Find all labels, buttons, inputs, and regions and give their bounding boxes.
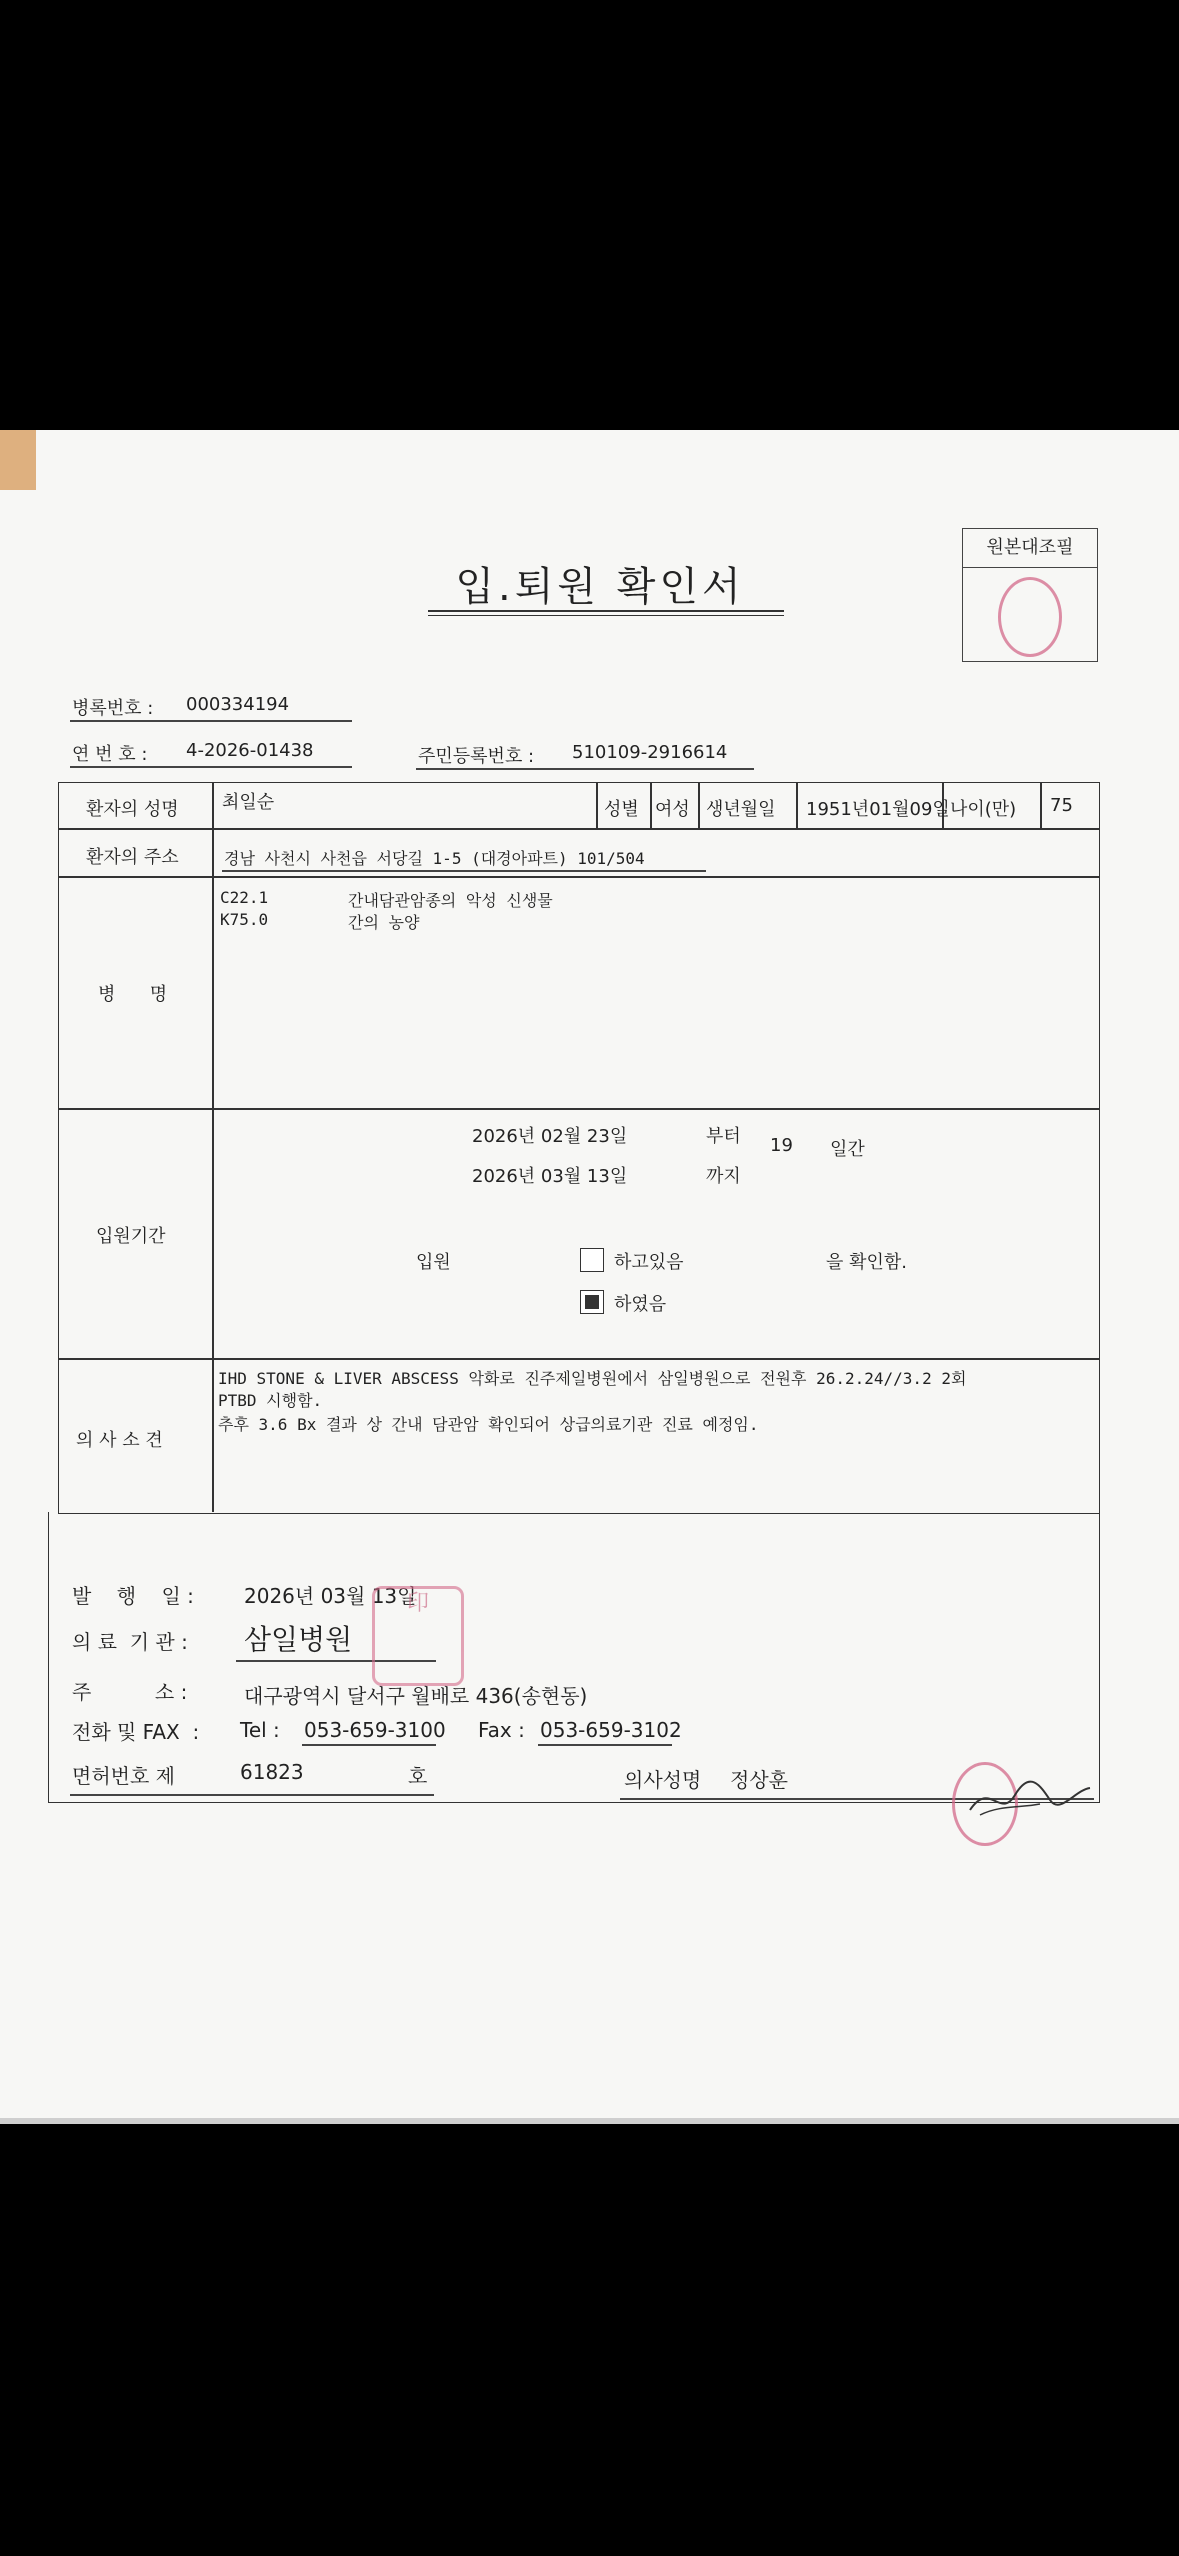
diagnosis-name-1: 간내담관암종의 악성 신생물 bbox=[348, 891, 553, 910]
record-no-value: 000334194 bbox=[186, 694, 290, 715]
from-word: 부터 bbox=[706, 1126, 741, 1147]
tel-underline bbox=[302, 1744, 436, 1746]
checkbox-currently-admitted[interactable] bbox=[580, 1248, 604, 1272]
phone-label: 전화 및 FAX : bbox=[72, 1720, 200, 1744]
address-underline bbox=[222, 870, 706, 872]
original-verified-box bbox=[962, 528, 1098, 662]
fax-label: Fax : bbox=[478, 1718, 525, 1742]
fax-value: 053-659-3102 bbox=[540, 1718, 682, 1742]
license-label: 면허번호 제 bbox=[72, 1764, 175, 1788]
issue-date: 2026년 03월 13일 bbox=[244, 1584, 417, 1608]
address-label-footer: 주 소 : bbox=[72, 1680, 188, 1704]
info-table bbox=[58, 782, 1100, 1514]
address-label: 환자의 주소 bbox=[86, 847, 179, 868]
col-divider bbox=[1040, 782, 1042, 828]
option-current-label: 하고있음 bbox=[614, 1252, 684, 1273]
diagnosis-code-2: K75.0 bbox=[220, 910, 269, 929]
doctor-signature bbox=[960, 1770, 1100, 1830]
age-label: 나이(만) bbox=[950, 799, 1017, 820]
from-date: 2026년 02월 23일 bbox=[472, 1126, 628, 1147]
diagnosis-name-2: 간의 농양 bbox=[348, 913, 420, 932]
tel-value: 053-659-3100 bbox=[304, 1718, 446, 1742]
diagnosis-code-1: C22.1 bbox=[220, 888, 269, 907]
title-underline bbox=[428, 610, 784, 612]
record-no-underline bbox=[70, 720, 352, 722]
license-value: 61823 bbox=[240, 1760, 304, 1784]
opinion-line-2: PTBD 시행함. bbox=[218, 1391, 323, 1410]
serial-no-underline bbox=[70, 766, 352, 768]
doctor-label: 의사성명 bbox=[624, 1768, 702, 1792]
row-divider bbox=[58, 1108, 1100, 1110]
serial-no-value: 4-2026-01438 bbox=[186, 740, 314, 761]
opinion-label: 의 사 소 견 bbox=[76, 1430, 163, 1451]
title-underline-2 bbox=[428, 615, 784, 616]
name-label: 환자의 성명 bbox=[86, 799, 179, 820]
admit-word: 입원 bbox=[416, 1252, 451, 1273]
confirm-text: 을 확인함. bbox=[826, 1252, 907, 1273]
fax-underline bbox=[538, 1744, 672, 1746]
hospital-address: 대구광역시 달서구 월배로 436(송현동) bbox=[244, 1684, 588, 1708]
days-value: 19 bbox=[770, 1135, 793, 1156]
col-divider bbox=[796, 782, 798, 828]
col-divider bbox=[596, 782, 598, 828]
to-word: 까지 bbox=[706, 1166, 741, 1187]
col-divider bbox=[650, 782, 652, 828]
license-underline bbox=[70, 1794, 434, 1796]
to-date: 2026년 03월 13일 bbox=[472, 1166, 628, 1187]
resident-no-label: 주민등록번호 : bbox=[418, 746, 535, 767]
age-value: 75 bbox=[1050, 795, 1073, 816]
tape-corner bbox=[0, 430, 36, 490]
admission-label: 입원기간 bbox=[96, 1226, 166, 1247]
paper-edge bbox=[0, 2118, 1179, 2124]
row-divider bbox=[58, 876, 1100, 878]
birth-label: 생년월일 bbox=[706, 799, 776, 820]
sex-label: 성별 bbox=[604, 799, 639, 820]
opinion-line-3: 추후 3.6 Bx 결과 상 간내 담관암 확인되어 상급의료기관 진료 예정임. bbox=[218, 1415, 759, 1434]
option-done-label: 하였음 bbox=[614, 1294, 667, 1315]
address-value: 경남 사천시 사천읍 서당길 1-5 (대경아파트) 101/504 bbox=[224, 849, 645, 868]
opinion-line-1: IHD STONE & LIVER ABSCESS 악화로 진주제일병원에서 삼일병원으로 전원후 26.2.24//3.2 2회 bbox=[218, 1369, 967, 1388]
hospital-label: 의 료 기 관 : bbox=[72, 1630, 188, 1654]
issue-label: 발 행 일 : bbox=[72, 1584, 194, 1608]
row-divider bbox=[58, 828, 1100, 830]
document-title: 입.퇴원 확인서 bbox=[455, 564, 745, 610]
hospital-name: 삼일병원 bbox=[244, 1623, 353, 1656]
row-divider bbox=[58, 1358, 1100, 1360]
record-no-label: 병록번호 : bbox=[72, 698, 154, 719]
sex-value: 여성 bbox=[655, 799, 690, 820]
footer-box bbox=[48, 1512, 1100, 1803]
original-verified-label: 원본대조필 bbox=[963, 529, 1097, 568]
name-value: 최일순 bbox=[222, 792, 275, 813]
hospital-seal: 印 bbox=[372, 1586, 464, 1686]
days-unit: 일간 bbox=[830, 1139, 865, 1160]
serial-no-label: 연 번 호 : bbox=[72, 744, 148, 765]
resident-no-value: 510109-2916614 bbox=[572, 742, 728, 763]
doctor-name: 정상훈 bbox=[730, 1768, 788, 1792]
col-divider bbox=[698, 782, 700, 828]
col-divider bbox=[212, 782, 214, 1512]
license-suffix: 호 bbox=[408, 1764, 428, 1788]
resident-no-underline bbox=[416, 768, 754, 770]
verification-stamp bbox=[998, 577, 1062, 657]
birth-value: 1951년01월09일 bbox=[806, 799, 950, 820]
diagnosis-label: 병 명 bbox=[98, 984, 168, 1005]
tel-label: Tel : bbox=[240, 1718, 280, 1742]
checkbox-was-admitted[interactable] bbox=[580, 1290, 604, 1314]
